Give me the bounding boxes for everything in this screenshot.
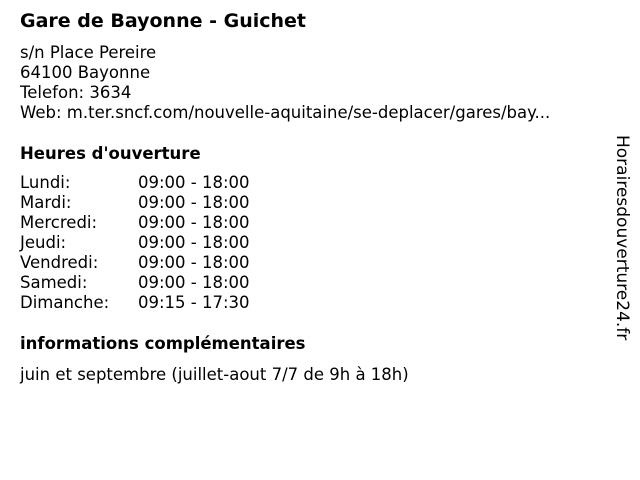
time-range: 09:00 - 18:00	[138, 193, 250, 212]
address-block	[20, 43, 550, 123]
day-label: Jeudi:	[20, 233, 67, 252]
hours-row-monday	[20, 173, 280, 193]
day-label: Mardi:	[20, 193, 72, 212]
hours-row-sunday	[20, 293, 280, 313]
site-watermark: Horairesdouverture24.fr	[612, 135, 632, 341]
time-range: 09:00 - 18:00	[138, 273, 250, 292]
opening-hours-list	[20, 173, 280, 313]
time-range: 09:15 - 17:30	[138, 293, 250, 312]
page-title: Gare de Bayonne - Guichet	[20, 10, 306, 32]
hours-row-friday	[20, 253, 280, 273]
time-range: 09:00 - 18:00	[138, 253, 250, 272]
day-label: Lundi:	[20, 173, 71, 192]
hours-row-thursday	[20, 233, 280, 253]
additional-info-heading: informations complémentaires	[20, 334, 306, 353]
street-address: s/n Place Pereire	[20, 43, 157, 62]
time-range: 09:00 - 18:00	[138, 233, 250, 252]
additional-info-text: juin et septembre (juillet-aout 7/7 de 9h à 18h)	[20, 365, 409, 384]
day-label: Mercredi:	[20, 213, 98, 232]
phone-number: Telefon: 3634	[20, 83, 132, 102]
day-label: Samedi:	[20, 273, 88, 292]
day-label: Dimanche:	[20, 293, 110, 312]
website-link[interactable]: Web: m.ter.sncf.com/nouvelle-aquitaine/se-deplacer/gares/bay...	[20, 103, 551, 122]
hours-row-saturday	[20, 273, 280, 293]
hours-row-tuesday	[20, 193, 280, 213]
opening-hours-heading: Heures d'ouverture	[20, 144, 201, 163]
day-label: Vendredi:	[20, 253, 99, 272]
time-range: 09:00 - 18:00	[138, 173, 250, 192]
city-address: 64100 Bayonne	[20, 63, 151, 82]
hours-row-wednesday	[20, 213, 280, 233]
time-range: 09:00 - 18:00	[138, 213, 250, 232]
